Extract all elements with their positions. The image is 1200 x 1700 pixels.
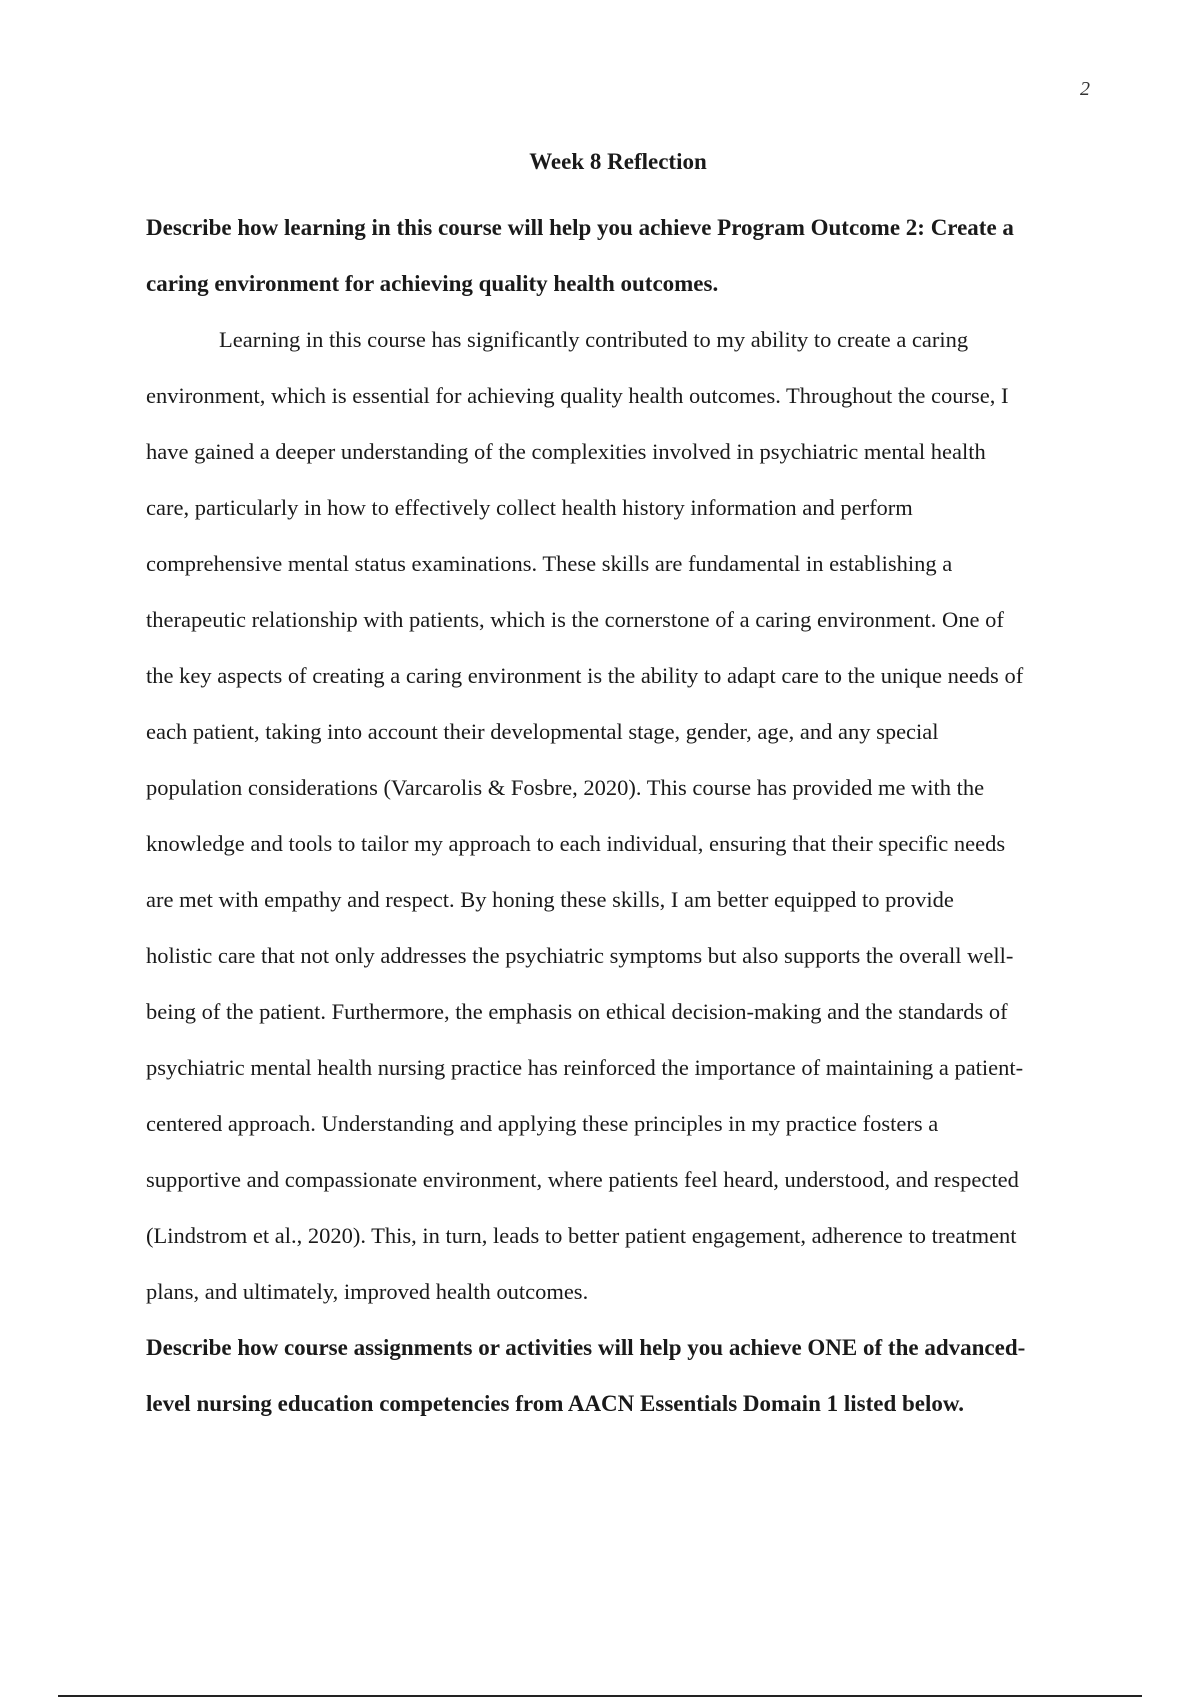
paragraph-line: care, particularly in how to effectively collect health history information and perform: [146, 495, 913, 520]
paragraph-line: centered approach. Understanding and applying these principles in my practice fosters a: [146, 1111, 939, 1136]
document-body: [146, 200, 1090, 1432]
paragraph-line: each patient, taking into account their developmental stage, gender, age, and any special: [146, 719, 939, 744]
paragraph-line: (Lindstrom et al., 2020). This, in turn, leads to better patient engagement, adherence to treatment: [146, 1223, 1017, 1248]
paragraph-line: supportive and compassionate environment, where patients feel heard, understood, and respected: [146, 1167, 1019, 1192]
paragraph-line: are met with empathy and respect. By honing these skills, I am better equipped to provide: [146, 887, 954, 912]
paragraph-line: have gained a deeper understanding of the complexities involved in psychiatric mental health: [146, 439, 986, 464]
paragraph-line: knowledge and tools to tailor my approach to each individual, ensuring that their specific needs: [146, 831, 1006, 856]
prompt-heading-1: [146, 200, 1090, 312]
paragraph-line: population considerations (Varcarolis & Fosbre, 2020). This course has provided me with the: [146, 775, 985, 800]
prompt-2-line: Describe how course assignments or activities will help you achieve ONE of the advanced-: [146, 1335, 1026, 1360]
page-number: 2: [1080, 78, 1090, 100]
prompt-1-line: caring environment for achieving quality health outcomes.: [146, 271, 719, 296]
paragraph-line: psychiatric mental health nursing practice has reinforced the importance of maintaining a patient-: [146, 1055, 1024, 1080]
paragraph-line: environment, which is essential for achieving quality health outcomes. Throughout the course, I: [146, 383, 1009, 408]
prompt-1-line: Describe how learning in this course will help you achieve Program Outcome 2: Create a: [146, 215, 1014, 240]
page-bottom-rule: [58, 1695, 1142, 1697]
paragraph-line: holistic care that not only addresses the psychiatric symptoms but also supports the overall well-: [146, 943, 1014, 968]
paragraph-line: plans, and ultimately, improved health outcomes.: [146, 1279, 589, 1304]
document-title: Week 8 Reflection: [529, 149, 707, 174]
paragraph-line: comprehensive mental status examinations. These skills are fundamental in establishing a: [146, 551, 953, 576]
paragraph-line: Learning in this course has significantly contributed to my ability to create a caring: [219, 327, 969, 352]
paragraph-line: therapeutic relationship with patients, which is the cornerstone of a caring environment. One of: [146, 607, 1004, 632]
prompt-2-line: level nursing education competencies from AACN Essentials Domain 1 listed below.: [146, 1391, 964, 1416]
paragraph-line: the key aspects of creating a caring environment is the ability to adapt care to the unique needs of: [146, 663, 1024, 688]
paragraph-line: being of the patient. Furthermore, the emphasis on ethical decision-making and the standards of: [146, 999, 1008, 1024]
reflection-paragraph: [146, 312, 1090, 1320]
prompt-heading-2: [146, 1320, 1090, 1432]
